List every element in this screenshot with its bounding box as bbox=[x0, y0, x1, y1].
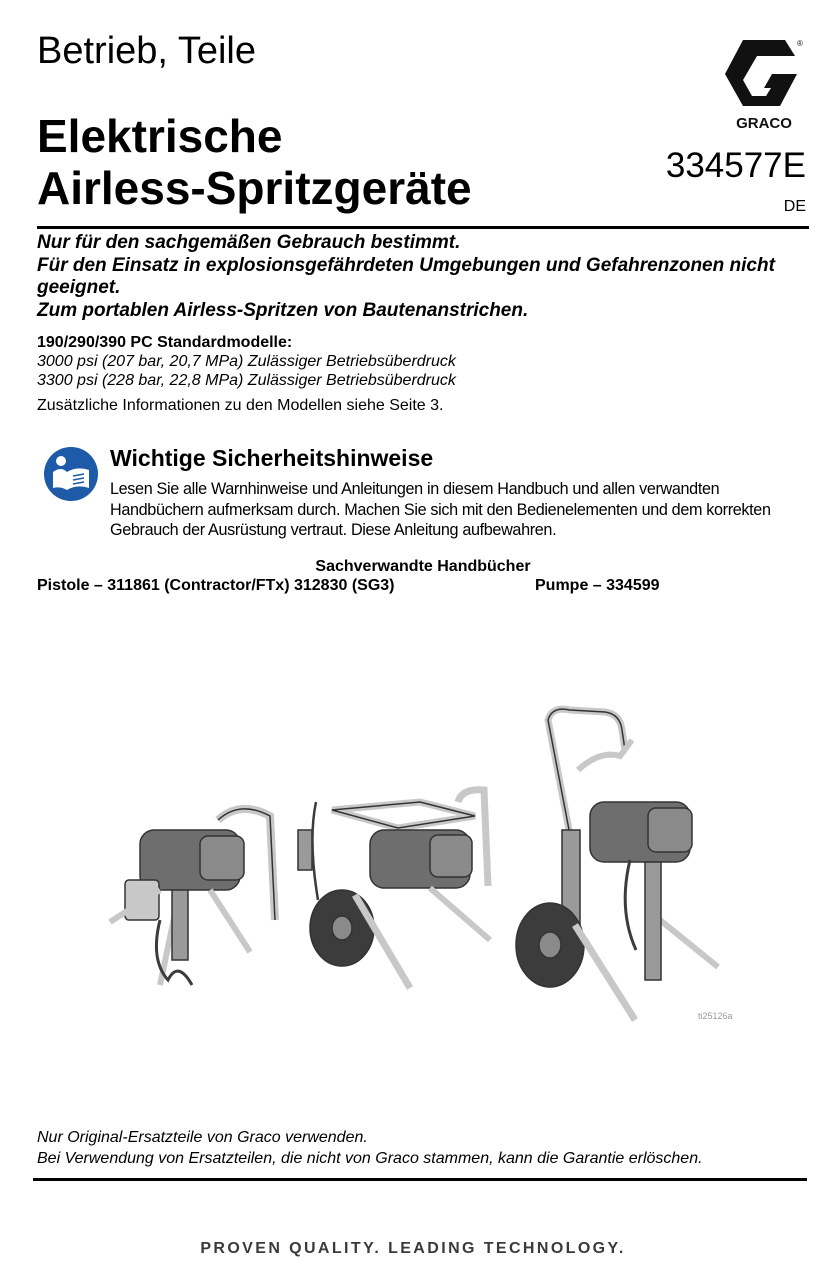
language-code: DE bbox=[783, 198, 806, 215]
models-heading: 190/290/390 PC Standardmodelle: bbox=[37, 334, 293, 351]
intended-use bbox=[37, 232, 809, 322]
stand-sprayer-illustration bbox=[110, 809, 275, 985]
pressure-rating-1: 3000 psi (207 bar, 20,7 MPa) Zulässiger Betriebsüberdruck bbox=[37, 353, 456, 370]
related-manual-gun: Pistole – 311861 (Contractor/FTx) 312830 (SG3) bbox=[37, 577, 395, 594]
hiboy-cart-sprayer-illustration bbox=[516, 709, 718, 1020]
related-manual-pump: Pumpe – 334599 bbox=[535, 577, 660, 594]
tagline: PROVEN QUALITY. LEADING TECHNOLOGY. bbox=[200, 1240, 626, 1257]
low-cart-sprayer-illustration bbox=[298, 790, 490, 988]
footer-note-line: Bei Verwendung von Ersatzteilen, die nicht von Graco stammen, kann die Garantie erlöschen. bbox=[37, 1150, 703, 1167]
figure-id: ti25126a bbox=[698, 1011, 733, 1021]
logo-text: GRACO bbox=[736, 115, 792, 132]
pressure-rating-2: 3300 psi (228 bar, 22,8 MPa) Zulässiger Betriebsüberdruck bbox=[37, 372, 456, 389]
page-title bbox=[37, 110, 472, 214]
footer-divider bbox=[33, 1178, 807, 1181]
document-number: 334577E bbox=[665, 146, 806, 185]
intended-use-line: Nur für den sachgemäßen Gebrauch bestimmt. bbox=[37, 232, 461, 253]
footer-note-line: Nur Original-Ersatzteile von Graco verwenden. bbox=[37, 1129, 368, 1146]
logo-registered-mark: ® bbox=[797, 39, 803, 48]
related-manuals-heading: Sachverwandte Handbücher bbox=[315, 558, 531, 575]
document-type: Betrieb, Teile bbox=[37, 30, 256, 72]
safety-body: Lesen Sie alle Warnhinweise und Anleitungen in diesem Handbuch und allen verwandten Handbüchern aufmerksam durch. Machen Sie sich mit den Bedienelementen und dem korrekten Gebrauch der Ausrüstung vertraut. Diese Anleitung aufbewahren. bbox=[110, 480, 771, 539]
safety-heading: Wichtige Sicherheitshinweise bbox=[110, 445, 434, 471]
header-divider bbox=[37, 226, 809, 229]
graco-logo-icon bbox=[721, 36, 807, 132]
additional-info: Zusätzliche Informationen zu den Modellen siehe Seite 3. bbox=[37, 397, 444, 414]
intended-use-line: Zum portablen Airless-Spritzen von Bautenanstrichen. bbox=[37, 299, 529, 321]
title-line-2: Airless-Spritzgeräte bbox=[37, 162, 472, 214]
intended-use-line: Für den Einsatz in explosionsgefährdeten Umgebungen und Gefahrenzonen nicht geeignet. bbox=[37, 254, 775, 298]
title-line-1: Elektrische bbox=[37, 110, 283, 162]
sprayer-models-illustration bbox=[100, 690, 750, 1030]
read-manual-icon bbox=[43, 446, 99, 502]
footer-note bbox=[37, 1127, 703, 1169]
